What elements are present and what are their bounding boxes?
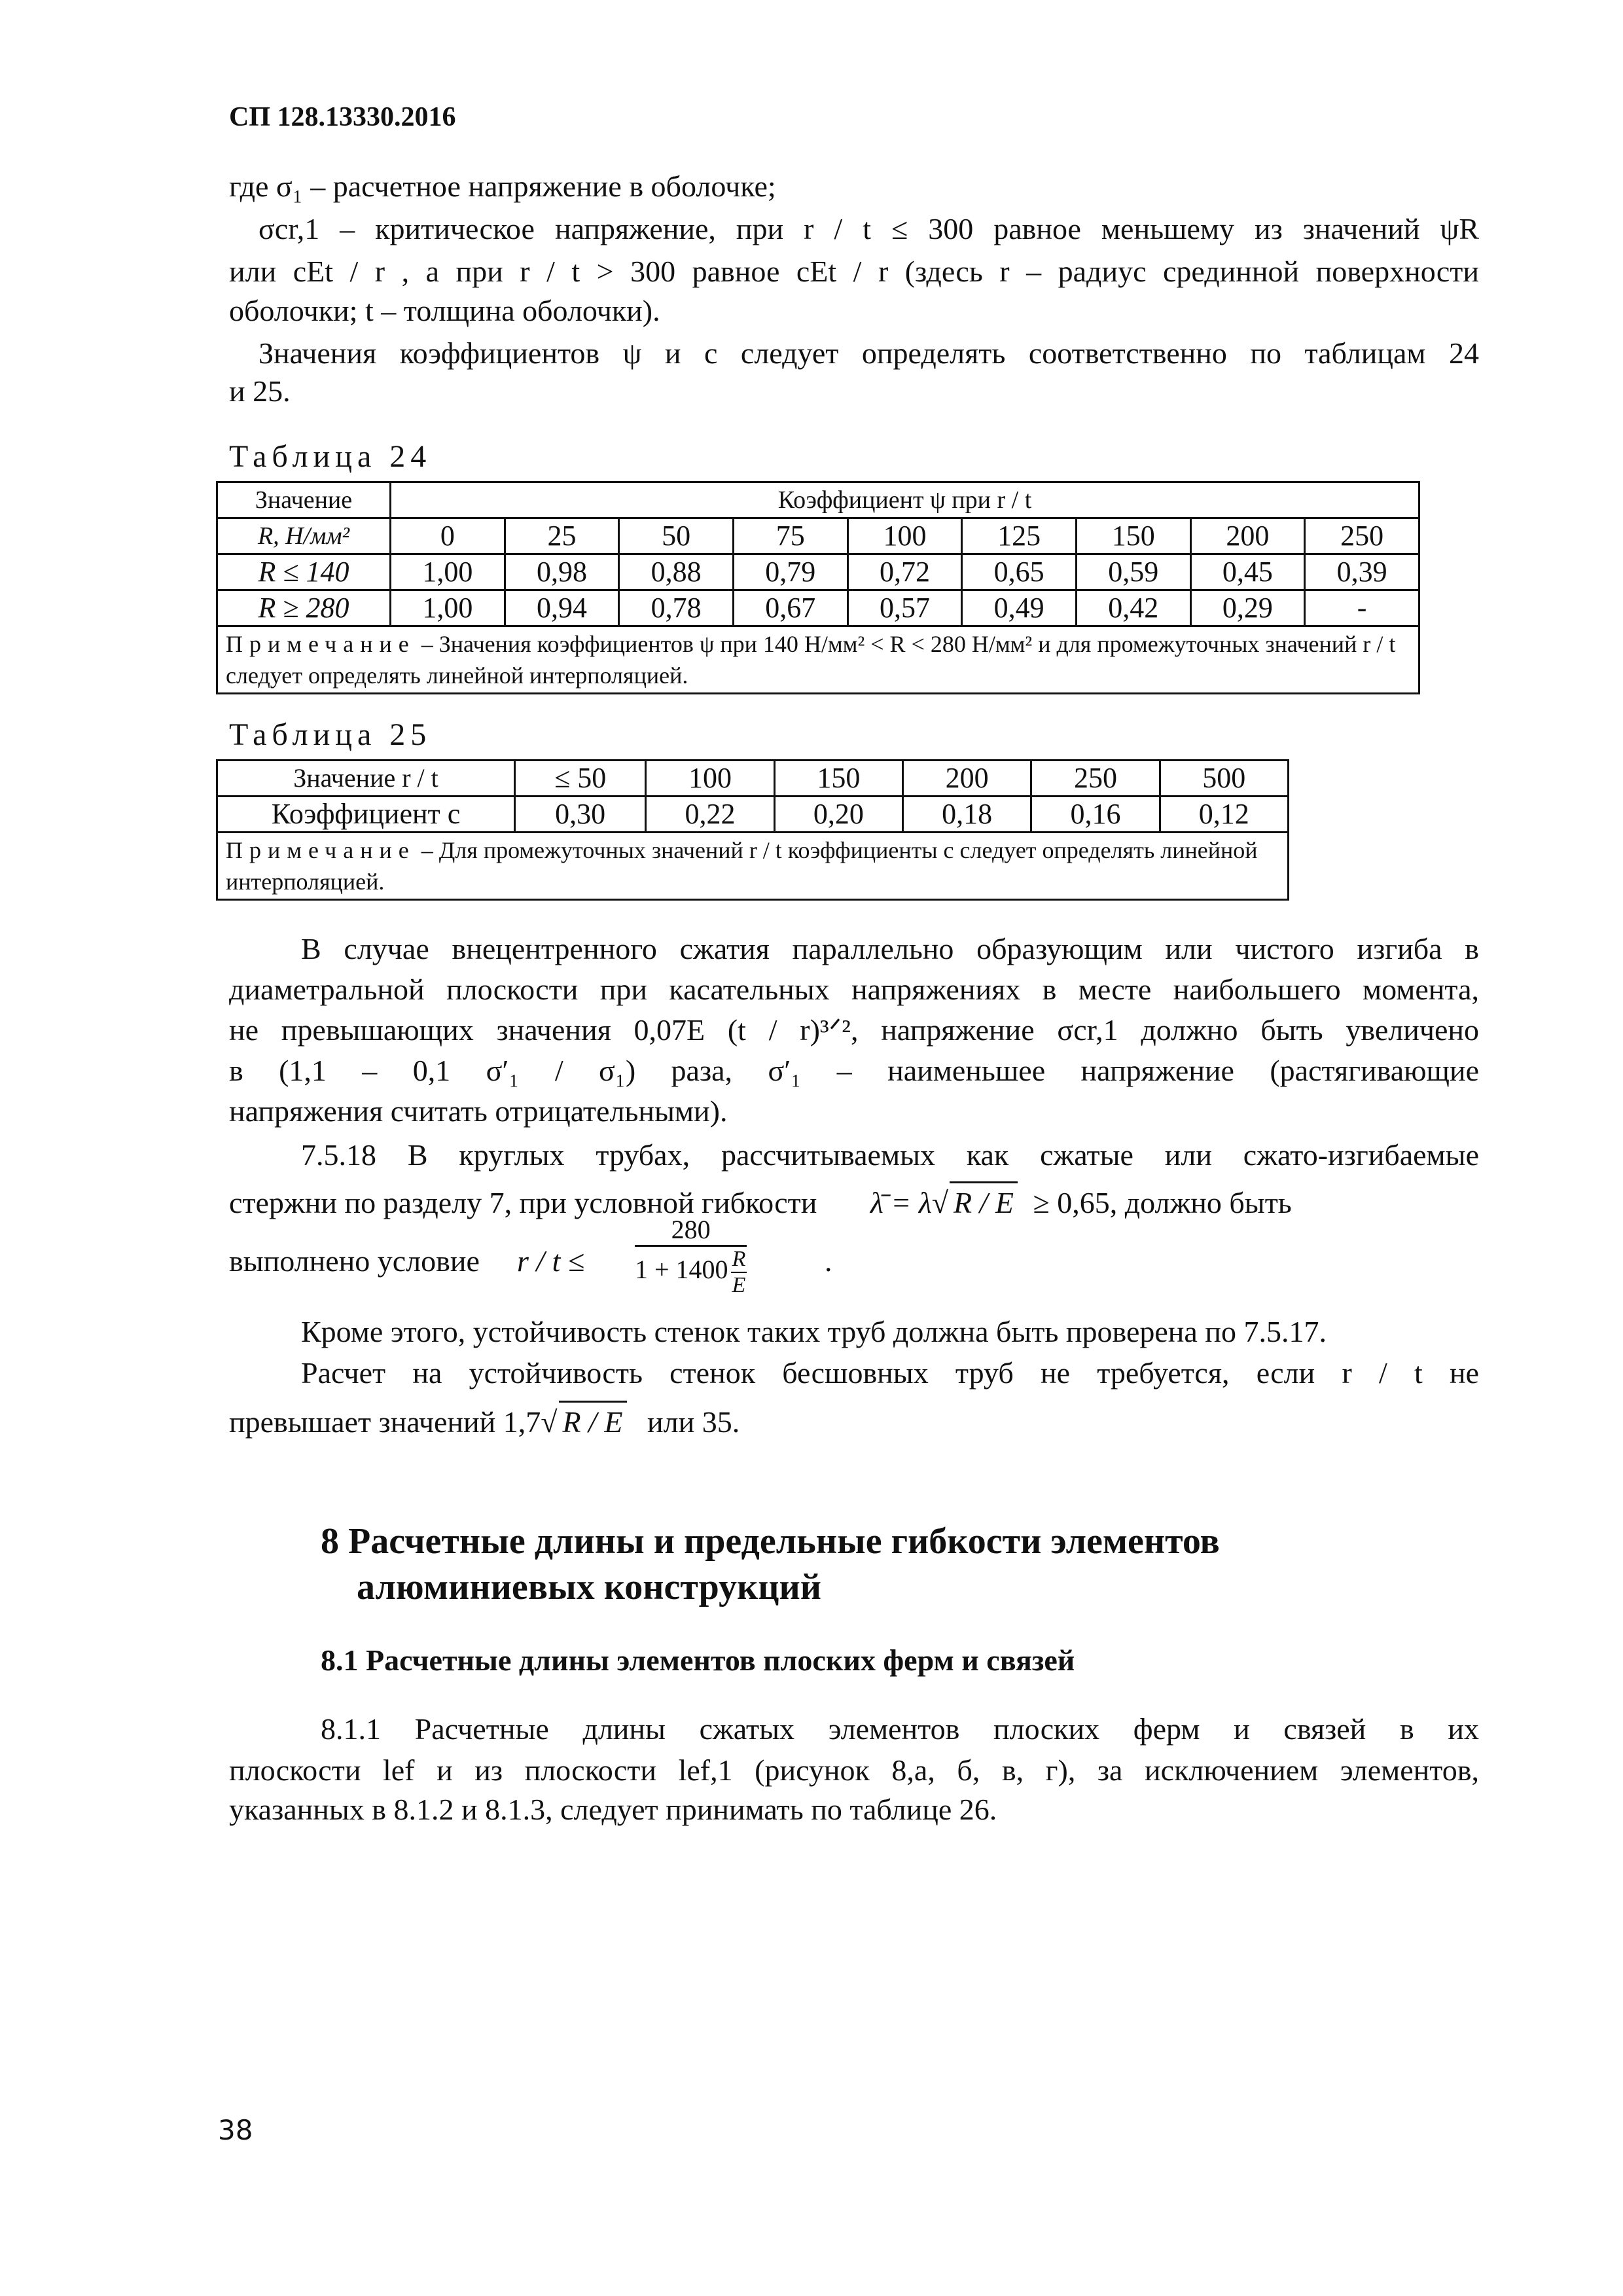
table25-cell: 0,16 <box>1031 797 1160 833</box>
table24-note-word: Примечание <box>226 631 416 657</box>
table25-cell: 200 <box>902 761 1031 797</box>
table25-row2-label: Коэффициент c <box>217 797 515 833</box>
section81-title: 8.1 Расчетные длины элементов плоских ферм и связей <box>321 1643 1075 1677</box>
para2-line-2-d: ≥ 0,65, должно быть <box>1033 1186 1292 1219</box>
para1-line-1: В случае внецентренного сжатия параллельно образующим или чистого изгиба в <box>301 932 1479 965</box>
table24-note-text: – Значения коэффициентов ψ при 140 Н/мм² < R < 280 Н/мм² и для промежуточных значений r / t следует определять линейной интерполяцией. <box>226 631 1396 689</box>
para2-line-2-a: стержни по разделу 7, при условной гибкости <box>229 1186 817 1219</box>
para2-line-1: 7.5.18 В круглых трубах, рассчитываемых как сжатые или сжато-изгибаемые <box>301 1138 1479 1172</box>
para3-line-3-c: или 35. <box>647 1405 740 1439</box>
intro-line-2: σcr,1 – критическое напряжение, при r / t ≤ 300 равное меньшему из значений ψR <box>259 212 1479 245</box>
table24-caption: Таблица 24 <box>229 439 432 474</box>
condition-fraction <box>635 1214 747 1298</box>
section81-line-3: указанных в 8.1.2 и 8.1.3, следует принимать по таблице 26. <box>229 1793 997 1826</box>
table24-cell: 0,88 <box>619 554 734 590</box>
table24-cell: 1,00 <box>391 590 505 626</box>
para3-line-1: Кроме этого, устойчивость стенок таких труб должна быть проверена по 7.5.17. <box>301 1315 1327 1348</box>
section8-title-1: 8 Расчетные длины и предельные гибкости элементов <box>321 1521 1220 1562</box>
table25-note-text: – Для промежуточных значений r / t коэффициенты c следует определять линейной интерполяцией. <box>226 837 1258 895</box>
den-part: 1 + 1400 <box>635 1255 728 1285</box>
table25-note-word: Примечание <box>226 837 416 863</box>
table24-cell: 0,45 <box>1190 554 1305 590</box>
table24-cell: 0,94 <box>505 590 619 626</box>
para2-condition <box>229 1214 1479 1312</box>
table24-cell: 0,67 <box>733 590 847 626</box>
den-R: R <box>731 1247 747 1273</box>
fraction-denominator <box>635 1247 747 1298</box>
intro-line-1: где σ₁ – расчетное напряжение в оболочке; <box>229 170 776 203</box>
table24-head-coef: Коэффициент ψ при r / t <box>391 482 1419 518</box>
table24-cell: 0,49 <box>962 590 1077 626</box>
table25-cell: 100 <box>646 761 774 797</box>
table24-col: 0 <box>391 518 505 554</box>
para1-line-3: не превышающих значения 0,07E (t / r)³ᐟ², напряжение σcr,1 должно быть увеличено <box>229 1013 1479 1047</box>
table25-cell: 0,12 <box>1160 797 1288 833</box>
table24-col: 25 <box>505 518 619 554</box>
table24-col: 50 <box>619 518 734 554</box>
table24-head-R: R, Н/мм² <box>217 518 391 554</box>
table24-cell: 0,29 <box>1190 590 1305 626</box>
sqrt-R-E: R / E <box>950 1181 1018 1223</box>
section81-line-2: плоскости lef и из плоскости lef,1 (рисунок 8,а, б, в, г), за исключением элементов, <box>229 1753 1479 1787</box>
sqrt-icon: √ <box>541 1405 558 1439</box>
table24-col: 100 <box>847 518 962 554</box>
table25-cell: ≤ 50 <box>515 761 646 797</box>
table25-caption: Таблица 25 <box>229 717 432 752</box>
para1-line-5: напряжения считать отрицательными). <box>229 1094 728 1128</box>
table25-row1-label: Значение r / t <box>217 761 515 797</box>
condition-lhs: r / t ≤ <box>517 1244 585 1278</box>
intro-line-3: или cEt / r , а при r / t > 300 равное cEt / r (здесь r – радиус срединной поверхности <box>229 255 1479 288</box>
table24-head-value: Значение <box>217 482 391 518</box>
table-row <box>217 797 1289 833</box>
table24-col: 150 <box>1076 518 1190 554</box>
table24-cell: 0,98 <box>505 554 619 590</box>
table25-cell: 0,20 <box>774 797 902 833</box>
page-number: 38 <box>218 2114 253 2146</box>
table24-cell: 0,57 <box>847 590 962 626</box>
table24-col: 75 <box>733 518 847 554</box>
table24-cell: - <box>1305 590 1419 626</box>
table25-cell: 250 <box>1031 761 1160 797</box>
table-row <box>217 761 1289 797</box>
table24-cell: 0,42 <box>1076 590 1190 626</box>
para3-line-2: Расчет на устойчивость стенок бесшовных труб не требуется, если r / t не <box>301 1356 1479 1390</box>
table24-col: 125 <box>962 518 1077 554</box>
table25-cell: 500 <box>1160 761 1288 797</box>
sqrt-icon: √ <box>931 1186 948 1219</box>
table24-col: 200 <box>1190 518 1305 554</box>
para1-line-2: диаметральной плоскости при касательных напряжениях в месте наибольшего момента, <box>229 973 1479 1006</box>
document-header: СП 128.13330.2016 <box>229 102 456 132</box>
para3-line-3 <box>229 1401 1479 1442</box>
table25-cell: 0,18 <box>902 797 1031 833</box>
section8-title-2: алюминиевых конструкций <box>357 1567 822 1607</box>
table25-note <box>217 833 1289 900</box>
para2-line-3-a: выполнено условие <box>229 1244 480 1278</box>
intro-line-6: и 25. <box>229 374 291 408</box>
condition-end: . <box>825 1244 832 1278</box>
table24-cell: 0,59 <box>1076 554 1190 590</box>
intro-line-5: Значения коэффициентов ψ и c следует определять соответственно по таблицам 24 <box>259 336 1479 370</box>
lambda-formula: λ̄ = λ <box>870 1186 932 1219</box>
table25-cell: 0,22 <box>646 797 774 833</box>
table24-note <box>217 626 1419 694</box>
section81-line-1: 8.1.1 Расчетные длины сжатых элементов плоских ферм и связей в их <box>321 1712 1479 1746</box>
para3-line-3-a: превышает значений 1,7 <box>229 1405 541 1439</box>
table25 <box>216 759 1289 901</box>
table-row <box>217 554 1419 590</box>
table24-cell: 0,65 <box>962 554 1077 590</box>
table25-cell: 150 <box>774 761 902 797</box>
table24-row-label: R ≥ 280 <box>217 590 391 626</box>
table24-cell: 0,79 <box>733 554 847 590</box>
table24-cell: 0,78 <box>619 590 734 626</box>
table24-row-label: R ≤ 140 <box>217 554 391 590</box>
table24 <box>216 481 1420 694</box>
intro-line-4: оболочки; t – толщина оболочки). <box>229 294 660 327</box>
sqrt-R-E-2: R / E <box>559 1401 627 1442</box>
table24-cell: 0,72 <box>847 554 962 590</box>
table24-cell: 1,00 <box>391 554 505 590</box>
fraction-numerator: 280 <box>635 1214 747 1247</box>
den-E: E <box>732 1273 746 1297</box>
table25-cell: 0,30 <box>515 797 646 833</box>
table24-col: 250 <box>1305 518 1419 554</box>
para1-line-4: в (1,1 – 0,1 σ′₁ / σ₁) раза, σ′₁ – наименьшее напряжение (растягивающие <box>229 1054 1479 1087</box>
table24-cell: 0,39 <box>1305 554 1419 590</box>
table-row <box>217 590 1419 626</box>
